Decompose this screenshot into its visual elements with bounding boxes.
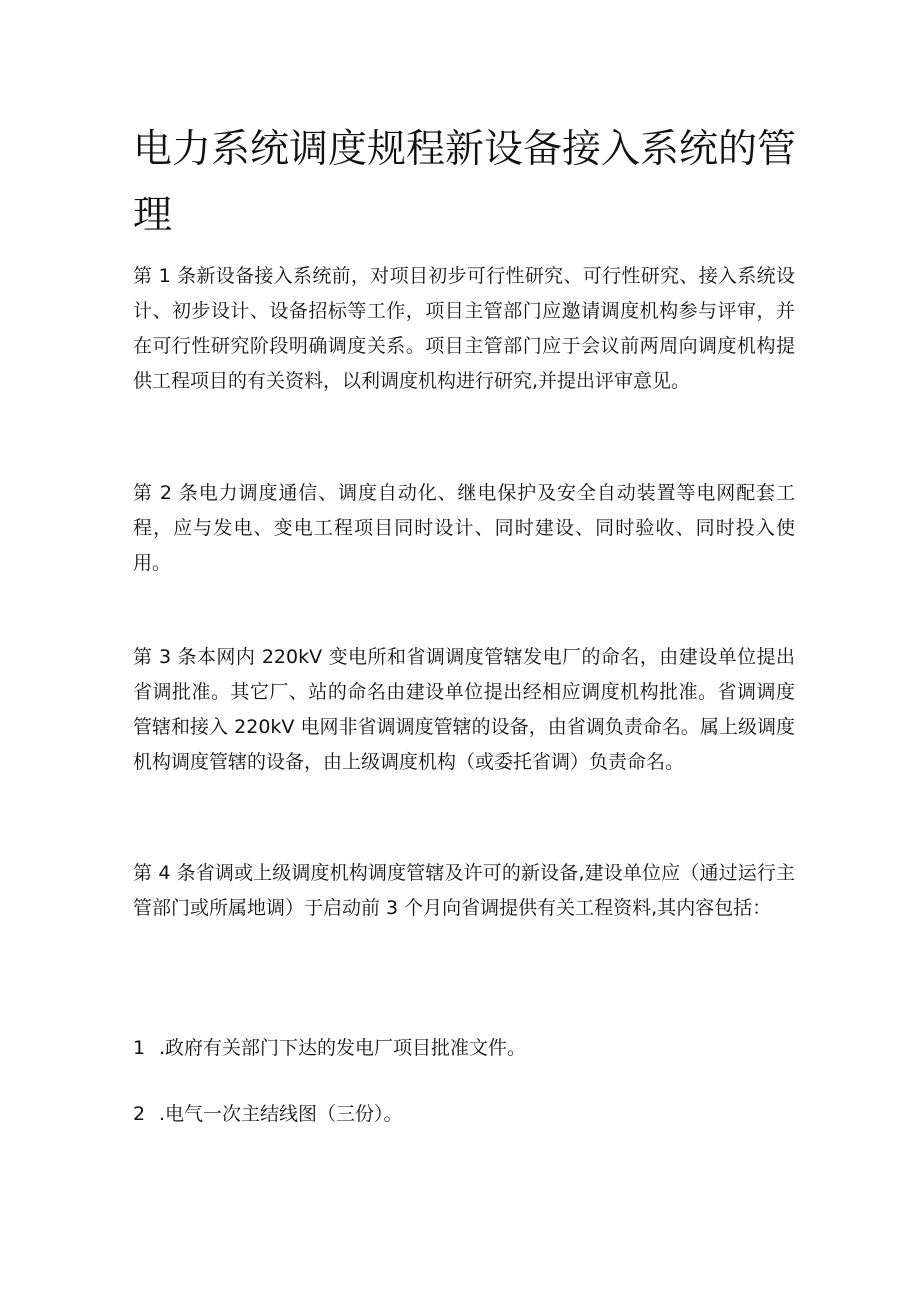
list-item-text: .电气一次主结线图（三份）。	[159, 1103, 403, 1125]
article-4-paragraph: 第 4 条省调或上级调度机构调度管辖及许可的新设备,建设单位应（通过运行主管部门或所属地调）于启动前 3 个月向省调提供有关工程资料,其内容包括：	[133, 862, 795, 919]
document-title: 电力系统调度规程新设备接入系统的管理	[133, 127, 797, 238]
list-item-number: 2	[133, 1103, 146, 1125]
article-2-paragraph: 第 2 条电力调度通信、调度自动化、继电保护及安全自动装置等电网配套工程，应与发电、变电工程项目同时设计、同时建设、同时验收、同时投入使用。	[133, 482, 795, 574]
article-1-paragraph: 第 1 条新设备接入系统前，对项目初步可行性研究、可行性研究、接入系统设计、初步设计、设备招标等工作，项目主管部门应邀请调度机构参与评审，并在可行性研究阶段明确调度关系。项目主管部门应于会议前两周向调度机构提供工程项目的有关资料，以利调度机构进行研究,并提出评审意见。	[133, 265, 795, 392]
list-item-number: 1	[133, 1037, 146, 1059]
article-3-paragraph: 第 3 条本网内 220kV 变电所和省调调度管辖发电厂的命名，由建设单位提出省调批准。其它厂、站的命名由建设单位提出经相应调度机构批准。省调调度管辖和接入 220kV 电网非省调调度管辖的设备，由省调负责命名。属上级调度机构调度管辖的设备，由上级调度机构（或委托省调）负责命名。	[133, 646, 795, 773]
list-item	[133, 1031, 795, 1066]
list-item	[133, 1097, 795, 1132]
list-item-text: .政府有关部门下达的发电厂项目批准文件。	[159, 1037, 527, 1059]
